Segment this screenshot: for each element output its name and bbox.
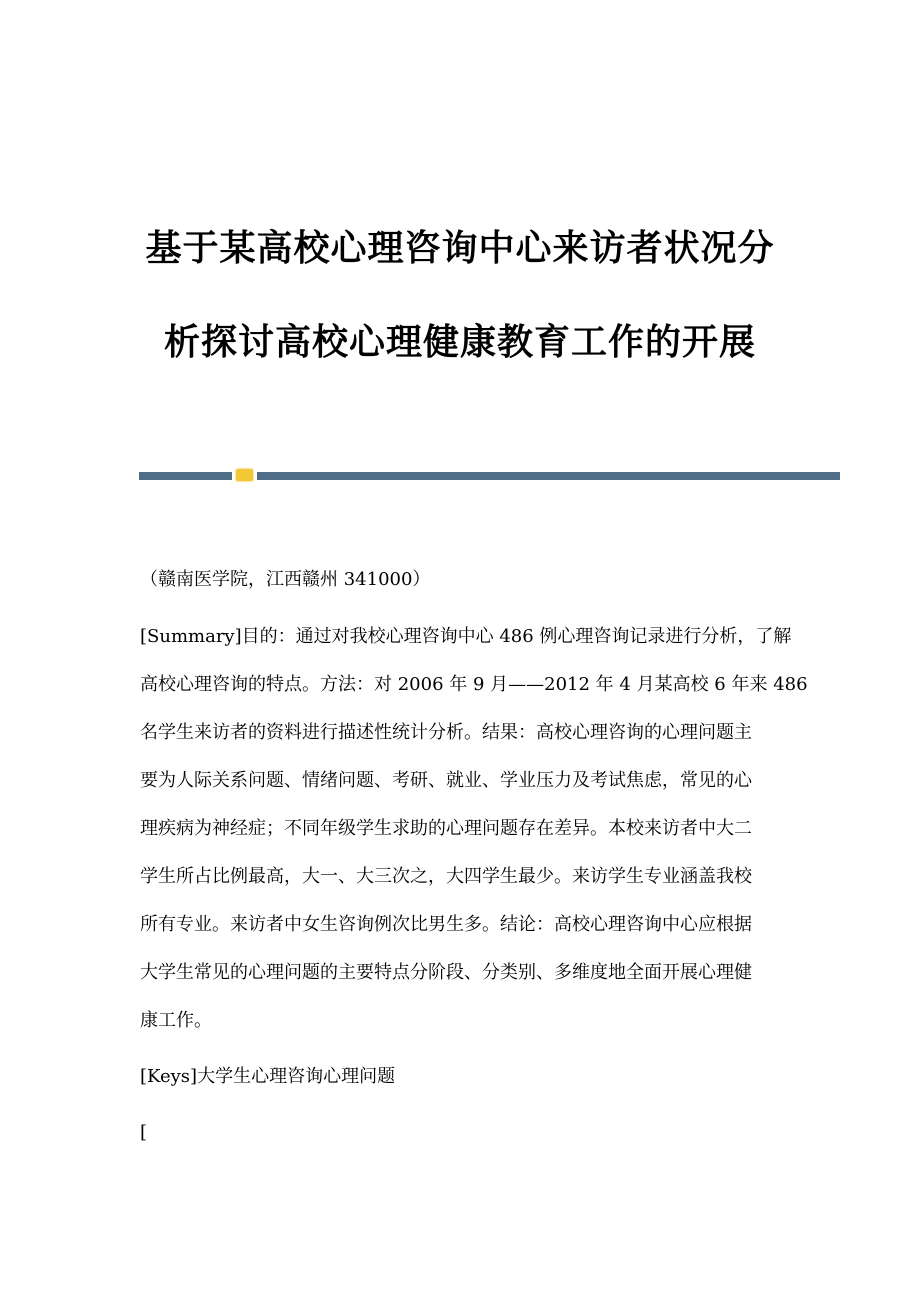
summary-line: 康工作。	[140, 1010, 212, 1031]
summary-line: 名学生来访者的资料进行描述性统计分析。结果：高校心理咨询的心理问题主	[140, 722, 752, 743]
title-line-2: 析探讨高校心理健康教育工作的开展	[163, 322, 756, 363]
summary-line: 高校心理咨询的特点。方法：对 2006 年 9 月——2012 年 4 月某高校 6 年来 486	[140, 674, 808, 695]
divider-bar-right	[257, 472, 840, 480]
summary-line: 要为人际关系问题、情绪问题、考研、就业、学业压力及考试焦虑，常见的心	[140, 770, 752, 791]
summary-line: [Summary]目的：通过对我校心理咨询中心 486 例心理咨询记录进行分析，了解	[140, 626, 792, 647]
affiliation: （赣南医学院，江西赣州 341000）	[140, 569, 431, 590]
keywords: [Keys]大学生心理咨询心理问题	[140, 1066, 396, 1087]
summary-line: 学生所占比例最高，大一、大三次之，大四学生最少。来访学生专业涵盖我校	[140, 866, 752, 887]
envelope-icon	[236, 469, 253, 481]
summary-line: 所有专业。来访者中女生咨询例次比男生多。结论：高校心理咨询中心应根据	[140, 914, 752, 935]
summary-line: 大学生常见的心理问题的主要特点分阶段、分类别、多维度地全面开展心理健	[140, 962, 752, 983]
divider-bar-left	[139, 472, 232, 480]
trailing-bracket: [	[140, 1122, 148, 1143]
summary-line: 理疾病为神经症；不同年级学生求助的心理问题存在差异。本校来访者中大二	[140, 818, 752, 839]
title-line-1: 基于某高校心理咨询中心来访者状况分	[145, 228, 775, 269]
